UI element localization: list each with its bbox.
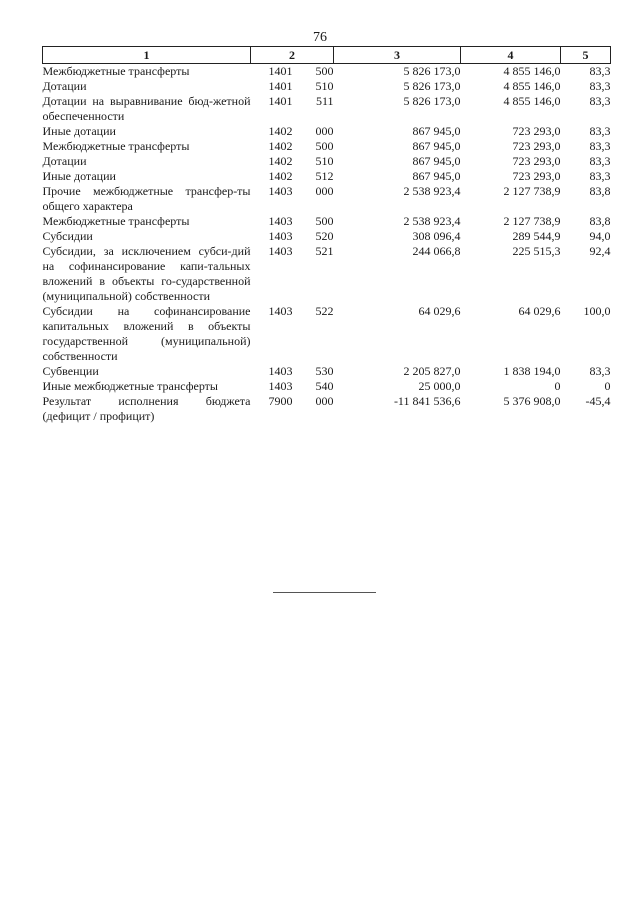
row-type-code: 000 <box>315 124 334 138</box>
row-type-code: 522 <box>315 304 334 318</box>
row-type-code: 000 <box>315 184 334 198</box>
row-type-code: 511 <box>315 94 334 108</box>
row-name: Иные дотации <box>42 124 116 138</box>
row-section-code: 7900 <box>268 394 293 408</box>
row-col-3-value: 867 945,0 <box>412 154 461 168</box>
table-row <box>43 364 611 379</box>
row-name: Субсидии <box>42 229 93 243</box>
table-header-row <box>43 47 611 64</box>
row-name: Дотации на выравнивание бюд-жетной обеспеченности <box>42 94 251 123</box>
end-divider <box>273 592 376 593</box>
row-col-4-value: 4 855 146,0 <box>503 64 561 78</box>
row-col-3-value: 5 826 173,0 <box>403 79 461 93</box>
table-row <box>43 184 611 214</box>
row-col-4-value: 4 855 146,0 <box>503 79 561 93</box>
row-section-code: 1401 <box>268 94 293 108</box>
table-row <box>43 229 611 244</box>
table-row <box>43 79 611 94</box>
row-col-5-value: 83,3 <box>589 94 611 108</box>
row-col-5-value: 83,3 <box>589 169 611 183</box>
row-col-5-value: 83,3 <box>589 79 611 93</box>
row-type-code: 512 <box>315 169 334 183</box>
row-section-code: 1401 <box>268 64 293 78</box>
row-col-4-value: 289 544,9 <box>512 229 561 243</box>
table-row <box>43 304 611 364</box>
row-col-5-value: 83,3 <box>589 124 611 138</box>
row-col-4-value: 2 127 738,9 <box>503 214 561 228</box>
row-col-5-value: 83,3 <box>589 139 611 153</box>
row-col-4-value: 64 029,6 <box>518 304 561 318</box>
row-col-4-value: 4 855 146,0 <box>503 94 561 108</box>
row-section-code: 1401 <box>268 79 293 93</box>
row-col-5-value: 100,0 <box>583 304 611 318</box>
row-col-3-value: -11 841 536,6 <box>393 394 461 408</box>
row-name: Иные межбюджетные трансферты <box>42 379 218 393</box>
row-section-code: 1403 <box>268 229 293 243</box>
row-col-5-value: 0 <box>604 379 611 393</box>
row-section-code: 1402 <box>268 139 293 153</box>
row-col-3-value: 867 945,0 <box>412 169 461 183</box>
row-col-3-value: 867 945,0 <box>412 139 461 153</box>
row-name: Дотации <box>42 79 87 93</box>
row-section-code: 1402 <box>268 169 293 183</box>
row-type-code: 520 <box>315 229 334 243</box>
row-section-code: 1403 <box>268 364 293 378</box>
row-col-3-value: 2 205 827,0 <box>403 364 461 378</box>
row-col-3-value: 5 826 173,0 <box>403 94 461 108</box>
row-col-4-value: 723 293,0 <box>512 139 561 153</box>
row-col-4-value: 0 <box>554 379 561 393</box>
row-type-code: 000 <box>315 394 334 408</box>
table-row <box>43 244 611 304</box>
table-row <box>43 169 611 184</box>
row-type-code: 500 <box>315 64 334 78</box>
row-name: Иные дотации <box>42 169 116 183</box>
row-type-code: 530 <box>315 364 334 378</box>
row-type-code: 500 <box>315 139 334 153</box>
row-type-code: 510 <box>315 79 334 93</box>
header-col-5: 5 <box>561 47 611 64</box>
row-section-code: 1403 <box>268 304 293 318</box>
row-type-code: 521 <box>315 244 334 258</box>
header-col-3: 3 <box>334 47 461 64</box>
table-row <box>43 154 611 169</box>
row-col-4-value: 723 293,0 <box>512 124 561 138</box>
row-name: Результат исполнения бюджета (дефицит / профицит) <box>42 394 251 423</box>
table-row <box>43 379 611 394</box>
row-name: Дотации <box>42 154 87 168</box>
row-col-5-value: 83,3 <box>589 364 611 378</box>
row-col-5-value: 94,0 <box>589 229 611 243</box>
table-row <box>43 214 611 229</box>
row-section-code: 1403 <box>268 214 293 228</box>
table-row <box>43 94 611 124</box>
row-type-code: 540 <box>315 379 334 393</box>
row-col-3-value: 25 000,0 <box>418 379 461 393</box>
row-col-5-value: 92,4 <box>589 244 611 258</box>
row-section-code: 1402 <box>268 124 293 138</box>
row-name: Субсидии, за исключением субси-дий на софинансирование капи-тальных вложений в объекты го-сударственной (муниципальной) собственности <box>42 244 251 303</box>
table-row <box>43 394 611 424</box>
row-col-5-value: 83,8 <box>589 184 611 198</box>
page-number: 76 <box>313 30 327 45</box>
row-name: Межбюджетные трансферты <box>42 139 190 153</box>
row-col-5-value: 83,3 <box>589 154 611 168</box>
row-col-4-value: 723 293,0 <box>512 154 561 168</box>
row-section-code: 1403 <box>268 379 293 393</box>
row-type-code: 500 <box>315 214 334 228</box>
row-col-4-value: 2 127 738,9 <box>503 184 561 198</box>
header-col-1: 1 <box>43 47 251 64</box>
row-section-code: 1403 <box>268 244 293 258</box>
budget-table <box>42 46 611 424</box>
row-col-3-value: 64 029,6 <box>418 304 461 318</box>
row-col-4-value: 5 376 908,0 <box>503 394 561 408</box>
row-col-3-value: 2 538 923,4 <box>403 184 461 198</box>
row-name: Прочие межбюджетные трансфер-ты общего характера <box>42 184 251 213</box>
row-name: Субвенции <box>42 364 99 378</box>
row-col-4-value: 225 515,3 <box>512 244 561 258</box>
row-name: Межбюджетные трансферты <box>42 64 190 78</box>
table-row <box>43 64 611 80</box>
table-row <box>43 139 611 154</box>
header-col-2: 2 <box>251 47 334 64</box>
row-col-4-value: 1 838 194,0 <box>503 364 561 378</box>
table-body <box>43 64 611 425</box>
row-col-3-value: 308 096,4 <box>412 229 461 243</box>
row-type-code: 510 <box>315 154 334 168</box>
row-col-4-value: 723 293,0 <box>512 169 561 183</box>
row-col-5-value: 83,3 <box>589 64 611 78</box>
header-col-4: 4 <box>461 47 561 64</box>
row-name: Субсидии на софинансирование капитальных вложений в объекты государственной (муниципальной) собственности <box>42 304 251 363</box>
table-row <box>43 124 611 139</box>
row-col-3-value: 2 538 923,4 <box>403 214 461 228</box>
row-name: Межбюджетные трансферты <box>42 214 190 228</box>
row-col-5-value: -45,4 <box>585 394 611 408</box>
row-section-code: 1403 <box>268 184 293 198</box>
row-col-3-value: 244 066,8 <box>412 244 461 258</box>
row-section-code: 1402 <box>268 154 293 168</box>
row-col-5-value: 83,8 <box>589 214 611 228</box>
row-col-3-value: 5 826 173,0 <box>403 64 461 78</box>
row-col-3-value: 867 945,0 <box>412 124 461 138</box>
